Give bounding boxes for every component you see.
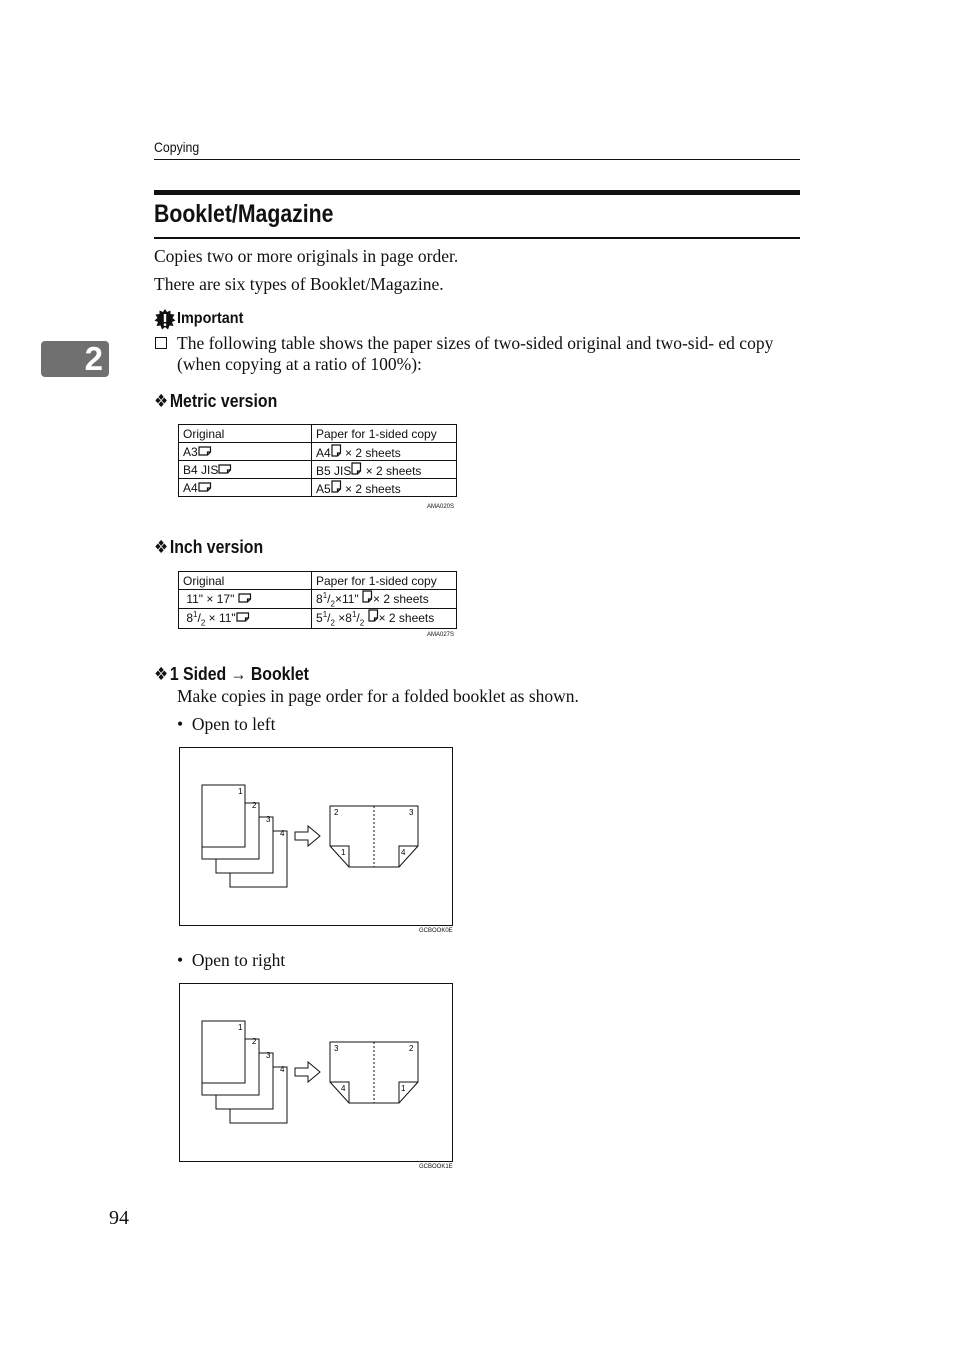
landscape-paper-icon (198, 446, 212, 456)
fraction-numerator: 1 (322, 591, 328, 600)
inch-heading (154, 537, 263, 558)
table-cell-paper (312, 461, 457, 479)
chapter-number: 2 (84, 340, 103, 377)
figure-code: AMA020S (427, 504, 455, 510)
table-cell-original (179, 461, 312, 479)
table-row (179, 609, 457, 628)
page-number: 94 (109, 1207, 129, 1229)
fraction-numerator: 1 (351, 610, 357, 620)
important-label: Important (177, 310, 244, 327)
table-cell-original (179, 443, 312, 461)
figure-code: GCBOOK0E (419, 928, 453, 934)
bullet-icon: • (177, 950, 192, 970)
page-label: 1 (401, 1084, 406, 1093)
page-label: 3 (334, 1044, 339, 1053)
bullet-icon: • (177, 714, 192, 734)
original-size: 11" × 17" (186, 592, 235, 607)
important-note: The following table shows the paper sizes of two-sided original and two-sid- ed copy (when copying at a ratio of 100%): (177, 333, 774, 374)
sheet-count: × 2 sheets (378, 611, 435, 626)
figure-open-right (179, 983, 453, 1162)
title-top-rule (154, 190, 800, 195)
metric-table (178, 424, 457, 497)
paper-size-mid: ×8 (338, 611, 352, 626)
intro-text-2: There are six types of Booklet/Magazine. (154, 274, 444, 294)
header-rule (154, 159, 800, 160)
page-label: 3 (266, 1051, 271, 1060)
table-row (179, 590, 457, 609)
portrait-paper-icon (331, 444, 342, 457)
portrait-paper-icon (368, 609, 379, 622)
section-title: Booklet/Magazine (154, 200, 334, 228)
table-row (179, 443, 457, 461)
portrait-paper-icon (351, 462, 362, 475)
table-row (179, 479, 457, 497)
diamond-bullet-icon: ❖ (154, 391, 169, 411)
sheet-count: × 2 sheets (365, 463, 422, 478)
table-header-paper: Paper for 1-sided copy (312, 572, 457, 590)
page-label: 4 (401, 848, 406, 857)
fraction-numerator: 1 (193, 609, 198, 619)
bullet-label: Open to left (191, 714, 276, 734)
bullet-open-left (177, 714, 275, 735)
paper-size-whole: 5 (316, 611, 323, 626)
bullet-open-right (177, 950, 285, 971)
table-cell-original (179, 590, 312, 609)
table-cell-paper: $5^1/_2 \times 8^1/_2 \times 2$ sheets (312, 609, 457, 628)
fraction-denominator: 2 (330, 618, 335, 628)
paper-size: A5 (316, 481, 331, 496)
right-arrow-icon: → (230, 664, 247, 684)
sheet-count: × 2 sheets (373, 592, 429, 606)
metric-heading-text: Metric version (169, 391, 278, 411)
metric-heading (154, 391, 277, 412)
table-cell-original (179, 479, 312, 497)
table-cell-paper: $8^1/_2\times 11$" × 2 sheets (312, 590, 457, 609)
table-row (179, 572, 457, 590)
booklet-heading (154, 664, 309, 685)
chapter-tab (41, 341, 109, 377)
important-icon (154, 309, 176, 330)
table-cell-original: $8^1/_2 \times 11$" (179, 609, 312, 628)
original-size: A3 (183, 444, 198, 459)
booklet-heading-b: Booklet (250, 664, 309, 684)
arrow-icon (295, 1062, 320, 1082)
page-label: 1 (341, 848, 346, 857)
original-size-rest: × 11" (208, 610, 236, 625)
landscape-paper-icon (236, 612, 250, 622)
paper-size: A4 (316, 445, 331, 460)
note-checkbox-icon (155, 337, 167, 349)
intro-text-1: Copies two or more originals in page order. (154, 246, 459, 266)
booklet-heading-a: 1 Sided (169, 664, 227, 684)
paper-size-rest: ×11" (334, 592, 359, 606)
figure-code: GCBOOK1E (419, 1164, 453, 1170)
sheet-count: × 2 sheets (345, 445, 401, 460)
table-row (179, 461, 457, 479)
page-label: 3 (409, 808, 414, 817)
landscape-paper-icon (218, 464, 232, 474)
fraction-denominator: 2 (200, 618, 206, 628)
fraction-denominator: 2 (330, 599, 335, 609)
bullet-label: Open to right (191, 950, 286, 970)
paper-size-whole: 8 (316, 592, 323, 606)
booklet-diagram-right (180, 984, 452, 1161)
original-size: A4 (183, 480, 198, 495)
figure-open-left (179, 747, 453, 926)
page-label: 1 (238, 787, 243, 796)
table-cell-paper (312, 479, 457, 497)
sheet-count: × 2 sheets (345, 481, 401, 496)
page-label: 2 (334, 808, 339, 817)
paper-size: B5 JIS (316, 463, 352, 478)
figure-code: AMA027S (427, 632, 455, 638)
table-header-original: Original (179, 425, 312, 443)
portrait-paper-icon (331, 480, 342, 493)
table-cell-paper (312, 443, 457, 461)
inch-heading-text: Inch version (169, 537, 264, 557)
original-size-whole: 8 (186, 610, 194, 625)
page-label: 3 (266, 815, 271, 824)
title-bottom-rule (154, 237, 800, 239)
fraction-denominator: 2 (359, 618, 365, 628)
page-label: 4 (280, 1065, 285, 1074)
arrow-icon (295, 826, 320, 846)
landscape-paper-icon (198, 482, 212, 492)
diamond-bullet-icon: ❖ (154, 664, 169, 684)
table-header-paper: Paper for 1-sided copy (312, 425, 457, 443)
portrait-paper-icon (362, 590, 373, 603)
page-label: 4 (280, 829, 285, 838)
page-label: 2 (252, 1037, 257, 1046)
page-label: 2 (252, 801, 257, 810)
page-label: 1 (238, 1023, 243, 1032)
table-row (179, 425, 457, 443)
booklet-diagram-left (180, 748, 452, 925)
original-size: B4 JIS (183, 462, 219, 477)
landscape-paper-icon (238, 593, 252, 603)
fraction-numerator: 1 (322, 610, 328, 620)
table-header-original: Original (179, 572, 312, 590)
diamond-bullet-icon: ❖ (154, 537, 169, 557)
page-label: 4 (341, 1084, 346, 1093)
booklet-description: Make copies in page order for a folded booklet as shown. (177, 686, 579, 706)
page-label: 2 (409, 1044, 414, 1053)
inch-table (178, 571, 457, 629)
running-head: Copying (154, 139, 200, 155)
